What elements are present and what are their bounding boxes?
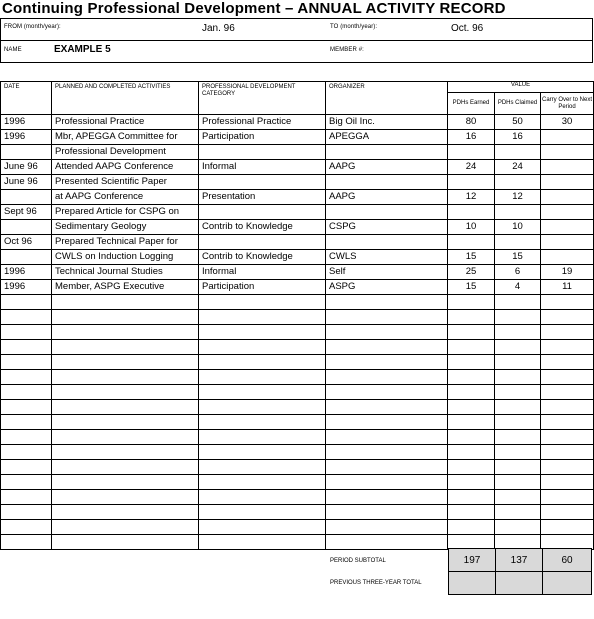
row-category[interactable]: [199, 505, 326, 520]
row-category[interactable]: [199, 460, 326, 475]
row-date[interactable]: [1, 400, 52, 415]
row-carry-over[interactable]: [541, 400, 594, 415]
row-organizer[interactable]: [326, 475, 448, 490]
table-row: [1, 325, 594, 340]
row-category[interactable]: [199, 385, 326, 400]
row-pdh-claimed[interactable]: 12: [495, 190, 541, 205]
row-category[interactable]: [199, 235, 326, 250]
row-date[interactable]: 1996: [1, 115, 52, 130]
row-date[interactable]: [1, 310, 52, 325]
row-date[interactable]: [1, 490, 52, 505]
header-activities: PLANNED AND COMPLETED ACTIVITIES: [52, 82, 199, 115]
row-carry-over[interactable]: [541, 445, 594, 460]
row-pdh-claimed[interactable]: [495, 325, 541, 340]
previous-claimed[interactable]: [496, 572, 543, 595]
row-organizer[interactable]: [326, 460, 448, 475]
row-category[interactable]: Participation: [199, 280, 326, 295]
table-row: [1, 400, 594, 415]
table-row: [1, 175, 594, 190]
row-carry-over[interactable]: [541, 160, 594, 175]
table-row: [1, 145, 594, 160]
table-row: [1, 265, 594, 280]
row-activity[interactable]: [52, 445, 199, 460]
row-date[interactable]: [1, 460, 52, 475]
row-pdh-claimed[interactable]: 10: [495, 220, 541, 235]
row-pdh-earned[interactable]: [448, 505, 495, 520]
row-carry-over[interactable]: [541, 520, 594, 535]
row-activity[interactable]: Professional Development: [52, 145, 199, 160]
header-box: [0, 18, 593, 63]
row-organizer[interactable]: [326, 415, 448, 430]
table-row: [1, 220, 594, 235]
table-row: [1, 385, 594, 400]
row-carry-over[interactable]: [541, 505, 594, 520]
row-category[interactable]: [199, 445, 326, 460]
row-category[interactable]: [199, 145, 326, 160]
previous-earned[interactable]: [449, 572, 496, 595]
row-carry-over[interactable]: [541, 340, 594, 355]
table-row: [1, 295, 594, 310]
row-activity[interactable]: [52, 490, 199, 505]
table-row: [1, 355, 594, 370]
row-category[interactable]: Presentation: [199, 190, 326, 205]
row-carry-over[interactable]: [541, 295, 594, 310]
row-activity[interactable]: Sedimentary Geology: [52, 220, 199, 235]
row-organizer[interactable]: [326, 505, 448, 520]
row-pdh-claimed[interactable]: 15: [495, 250, 541, 265]
row-pdh-earned[interactable]: [448, 460, 495, 475]
row-activity[interactable]: [52, 340, 199, 355]
row-pdh-claimed[interactable]: [495, 175, 541, 190]
row-date[interactable]: [1, 355, 52, 370]
from-label: FROM (month/year):: [4, 24, 61, 30]
row-category[interactable]: [199, 175, 326, 190]
row-organizer[interactable]: [326, 310, 448, 325]
row-pdh-claimed[interactable]: [495, 490, 541, 505]
row-pdh-earned[interactable]: [448, 295, 495, 310]
to-value[interactable]: Oct. 96: [451, 23, 484, 34]
row-date[interactable]: [1, 325, 52, 340]
row-carry-over[interactable]: [541, 205, 594, 220]
row-carry-over[interactable]: [541, 385, 594, 400]
row-category[interactable]: [199, 490, 326, 505]
row-date[interactable]: 1996: [1, 280, 52, 295]
row-pdh-earned[interactable]: [448, 235, 495, 250]
row-pdh-earned[interactable]: [448, 205, 495, 220]
header-divider: [1, 40, 592, 41]
row-pdh-claimed[interactable]: [495, 505, 541, 520]
row-date[interactable]: [1, 505, 52, 520]
row-carry-over[interactable]: [541, 415, 594, 430]
row-activity[interactable]: [52, 325, 199, 340]
row-pdh-claimed[interactable]: [495, 460, 541, 475]
row-date[interactable]: [1, 370, 52, 385]
row-activity[interactable]: [52, 475, 199, 490]
name-label: NAME: [4, 47, 22, 53]
row-pdh-earned[interactable]: [448, 385, 495, 400]
row-carry-over[interactable]: [541, 175, 594, 190]
row-organizer[interactable]: APEGGA: [326, 130, 448, 145]
row-organizer[interactable]: [326, 145, 448, 160]
form-title: Continuing Professional Development – ANNUAL ACTIVITY RECORD: [2, 0, 506, 17]
row-activity[interactable]: Prepared Article for CSPG on: [52, 205, 199, 220]
table-row: [1, 370, 594, 385]
table-row: [1, 520, 594, 535]
row-date[interactable]: 1996: [1, 130, 52, 145]
row-carry-over[interactable]: [541, 235, 594, 250]
row-pdh-claimed[interactable]: [495, 235, 541, 250]
table-row: [1, 340, 594, 355]
row-pdh-claimed[interactable]: 50: [495, 115, 541, 130]
row-date[interactable]: [1, 445, 52, 460]
row-category[interactable]: [199, 415, 326, 430]
row-carry-over[interactable]: [541, 370, 594, 385]
row-carry-over[interactable]: [541, 190, 594, 205]
row-category[interactable]: [199, 325, 326, 340]
row-activity[interactable]: [52, 370, 199, 385]
row-pdh-earned[interactable]: [448, 430, 495, 445]
row-pdh-claimed[interactable]: [495, 445, 541, 460]
row-activity[interactable]: Member, ASPG Executive: [52, 280, 199, 295]
table-row: [1, 115, 594, 130]
from-value[interactable]: Jan. 96: [202, 23, 235, 34]
row-date[interactable]: Sept 96: [1, 205, 52, 220]
row-pdh-earned[interactable]: 25: [448, 265, 495, 280]
row-pdh-earned[interactable]: 12: [448, 190, 495, 205]
row-organizer[interactable]: [326, 445, 448, 460]
row-activity[interactable]: Mbr, APEGGA Committee for: [52, 130, 199, 145]
period-subtotal-row: [449, 549, 592, 572]
row-pdh-earned[interactable]: 24: [448, 160, 495, 175]
row-pdh-claimed[interactable]: 4: [495, 280, 541, 295]
row-organizer[interactable]: [326, 520, 448, 535]
row-pdh-claimed[interactable]: [495, 145, 541, 160]
row-category[interactable]: [199, 340, 326, 355]
row-activity[interactable]: Technical Journal Studies: [52, 265, 199, 280]
row-activity[interactable]: at AAPG Conference: [52, 190, 199, 205]
row-pdh-claimed[interactable]: [495, 520, 541, 535]
row-date[interactable]: [1, 430, 52, 445]
row-carry-over[interactable]: [541, 355, 594, 370]
row-organizer[interactable]: [326, 235, 448, 250]
row-carry-over[interactable]: [541, 145, 594, 160]
row-carry-over[interactable]: [541, 475, 594, 490]
row-activity[interactable]: [52, 400, 199, 415]
row-carry-over[interactable]: [541, 430, 594, 445]
row-category[interactable]: [199, 475, 326, 490]
row-activity[interactable]: [52, 460, 199, 475]
row-date[interactable]: [1, 535, 52, 550]
row-date[interactable]: [1, 190, 52, 205]
row-activity[interactable]: [52, 355, 199, 370]
table-row: [1, 280, 594, 295]
row-pdh-claimed[interactable]: [495, 400, 541, 415]
table-row: [1, 310, 594, 325]
previous-carry[interactable]: [543, 572, 592, 595]
subtotal-claimed[interactable]: 137: [496, 549, 543, 572]
row-pdh-earned[interactable]: [448, 355, 495, 370]
row-organizer[interactable]: CWLS: [326, 250, 448, 265]
row-activity[interactable]: [52, 505, 199, 520]
row-date[interactable]: June 96: [1, 175, 52, 190]
subtotal-earned[interactable]: 197: [449, 549, 496, 572]
row-activity[interactable]: [52, 430, 199, 445]
table-row: [1, 475, 594, 490]
row-activity[interactable]: [52, 520, 199, 535]
table-row: [1, 160, 594, 175]
table-row: [1, 250, 594, 265]
row-date[interactable]: [1, 145, 52, 160]
row-carry-over[interactable]: 19: [541, 265, 594, 280]
header-date: DATE: [1, 82, 52, 115]
row-pdh-claimed[interactable]: [495, 430, 541, 445]
row-activity[interactable]: Prepared Technical Paper for: [52, 235, 199, 250]
row-category[interactable]: Contrib to Knowledge: [199, 250, 326, 265]
row-date[interactable]: Oct 96: [1, 235, 52, 250]
row-carry-over[interactable]: [541, 250, 594, 265]
row-activity[interactable]: [52, 295, 199, 310]
row-organizer[interactable]: [326, 295, 448, 310]
previous-total-label: PREVIOUS THREE-YEAR TOTAL: [330, 580, 422, 586]
row-carry-over[interactable]: [541, 130, 594, 145]
member-label: MEMBER #:: [330, 47, 364, 53]
row-pdh-earned[interactable]: 15: [448, 250, 495, 265]
row-organizer[interactable]: ASPG: [326, 280, 448, 295]
name-value[interactable]: EXAMPLE 5: [54, 44, 111, 55]
row-date[interactable]: [1, 250, 52, 265]
header-earned: PDHs Earned: [448, 93, 495, 115]
table-row: [1, 505, 594, 520]
row-pdh-earned[interactable]: [448, 475, 495, 490]
row-pdh-earned[interactable]: [448, 310, 495, 325]
subtotal-carry[interactable]: 60: [543, 549, 592, 572]
row-date[interactable]: 1996: [1, 265, 52, 280]
row-pdh-earned[interactable]: [448, 175, 495, 190]
row-pdh-earned[interactable]: [448, 445, 495, 460]
row-organizer[interactable]: [326, 490, 448, 505]
row-pdh-earned[interactable]: 16: [448, 130, 495, 145]
row-category[interactable]: [199, 430, 326, 445]
row-pdh-claimed[interactable]: [495, 340, 541, 355]
row-pdh-earned[interactable]: [448, 520, 495, 535]
totals-table: [448, 548, 592, 595]
row-pdh-claimed[interactable]: 16: [495, 130, 541, 145]
table-row: [1, 235, 594, 250]
row-pdh-earned[interactable]: 80: [448, 115, 495, 130]
table-row: [1, 205, 594, 220]
row-pdh-claimed[interactable]: [495, 295, 541, 310]
header-value: VALUE: [448, 82, 594, 93]
row-category[interactable]: Professional Practice: [199, 115, 326, 130]
row-pdh-earned[interactable]: [448, 325, 495, 340]
row-category[interactable]: [199, 295, 326, 310]
row-organizer[interactable]: [326, 355, 448, 370]
table-row: [1, 130, 594, 145]
row-activity[interactable]: [52, 310, 199, 325]
table-row: [1, 430, 594, 445]
row-organizer[interactable]: Self: [326, 265, 448, 280]
row-pdh-earned[interactable]: [448, 400, 495, 415]
row-carry-over[interactable]: 30: [541, 115, 594, 130]
row-carry-over[interactable]: [541, 460, 594, 475]
row-carry-over[interactable]: [541, 490, 594, 505]
header-carry: Carry Over to Next Period: [541, 93, 594, 115]
row-activity[interactable]: CWLS on Induction Logging: [52, 250, 199, 265]
row-organizer[interactable]: Big Oil Inc.: [326, 115, 448, 130]
row-date[interactable]: [1, 415, 52, 430]
row-activity[interactable]: [52, 535, 199, 550]
table-row: [1, 445, 594, 460]
row-category[interactable]: [199, 400, 326, 415]
row-activity[interactable]: Presented Scientific Paper: [52, 175, 199, 190]
previous-total-row: [449, 572, 592, 595]
row-pdh-earned[interactable]: [448, 340, 495, 355]
row-date[interactable]: [1, 385, 52, 400]
row-pdh-earned[interactable]: 10: [448, 220, 495, 235]
row-organizer[interactable]: [326, 535, 448, 550]
row-pdh-claimed[interactable]: [495, 415, 541, 430]
row-organizer[interactable]: AAPG: [326, 160, 448, 175]
row-organizer[interactable]: [326, 370, 448, 385]
header-claimed: PDHs Claimed: [495, 93, 541, 115]
row-pdh-claimed[interactable]: [495, 370, 541, 385]
table-row: [1, 490, 594, 505]
row-date[interactable]: [1, 340, 52, 355]
row-category[interactable]: [199, 310, 326, 325]
row-date[interactable]: [1, 220, 52, 235]
header-category: PROFESSIONAL DEVELOPMENT CATEGORY: [199, 82, 326, 115]
row-category[interactable]: [199, 535, 326, 550]
row-pdh-earned[interactable]: [448, 415, 495, 430]
row-pdh-earned[interactable]: [448, 145, 495, 160]
row-organizer[interactable]: CSPG: [326, 220, 448, 235]
row-pdh-claimed[interactable]: [495, 310, 541, 325]
row-pdh-earned[interactable]: [448, 490, 495, 505]
header-organizer: ORGANIZER: [326, 82, 448, 115]
row-category[interactable]: [199, 520, 326, 535]
row-activity[interactable]: [52, 415, 199, 430]
row-carry-over[interactable]: [541, 220, 594, 235]
row-date[interactable]: [1, 475, 52, 490]
row-organizer[interactable]: [326, 325, 448, 340]
row-pdh-earned[interactable]: 15: [448, 280, 495, 295]
row-category[interactable]: Informal: [199, 265, 326, 280]
row-category[interactable]: Informal: [199, 160, 326, 175]
row-organizer[interactable]: [326, 340, 448, 355]
table-row: [1, 460, 594, 475]
row-category[interactable]: [199, 370, 326, 385]
row-carry-over[interactable]: 11: [541, 280, 594, 295]
row-activity[interactable]: [52, 385, 199, 400]
row-category[interactable]: [199, 205, 326, 220]
row-date[interactable]: [1, 520, 52, 535]
row-pdh-claimed[interactable]: [495, 355, 541, 370]
to-label: TO (month/year):: [330, 24, 378, 30]
row-pdh-claimed[interactable]: 6: [495, 265, 541, 280]
row-organizer[interactable]: [326, 385, 448, 400]
row-pdh-claimed[interactable]: [495, 475, 541, 490]
row-activity[interactable]: Attended AAPG Conference: [52, 160, 199, 175]
row-organizer[interactable]: AAPG: [326, 190, 448, 205]
row-organizer[interactable]: [326, 400, 448, 415]
row-category[interactable]: Participation: [199, 130, 326, 145]
row-category[interactable]: [199, 355, 326, 370]
row-organizer[interactable]: [326, 175, 448, 190]
row-activity[interactable]: Professional Practice: [52, 115, 199, 130]
table-row: [1, 190, 594, 205]
row-carry-over[interactable]: [541, 325, 594, 340]
row-pdh-claimed[interactable]: 24: [495, 160, 541, 175]
row-organizer[interactable]: [326, 430, 448, 445]
row-date[interactable]: [1, 295, 52, 310]
row-date[interactable]: June 96: [1, 160, 52, 175]
row-carry-over[interactable]: [541, 310, 594, 325]
row-organizer[interactable]: [326, 205, 448, 220]
table-row: [1, 415, 594, 430]
row-pdh-claimed[interactable]: [495, 385, 541, 400]
row-pdh-earned[interactable]: [448, 370, 495, 385]
period-subtotal-label: PERIOD SUBTOTAL: [330, 558, 386, 564]
row-pdh-claimed[interactable]: [495, 205, 541, 220]
header-row: [1, 82, 594, 93]
activity-table: [0, 81, 594, 550]
row-category[interactable]: Contrib to Knowledge: [199, 220, 326, 235]
